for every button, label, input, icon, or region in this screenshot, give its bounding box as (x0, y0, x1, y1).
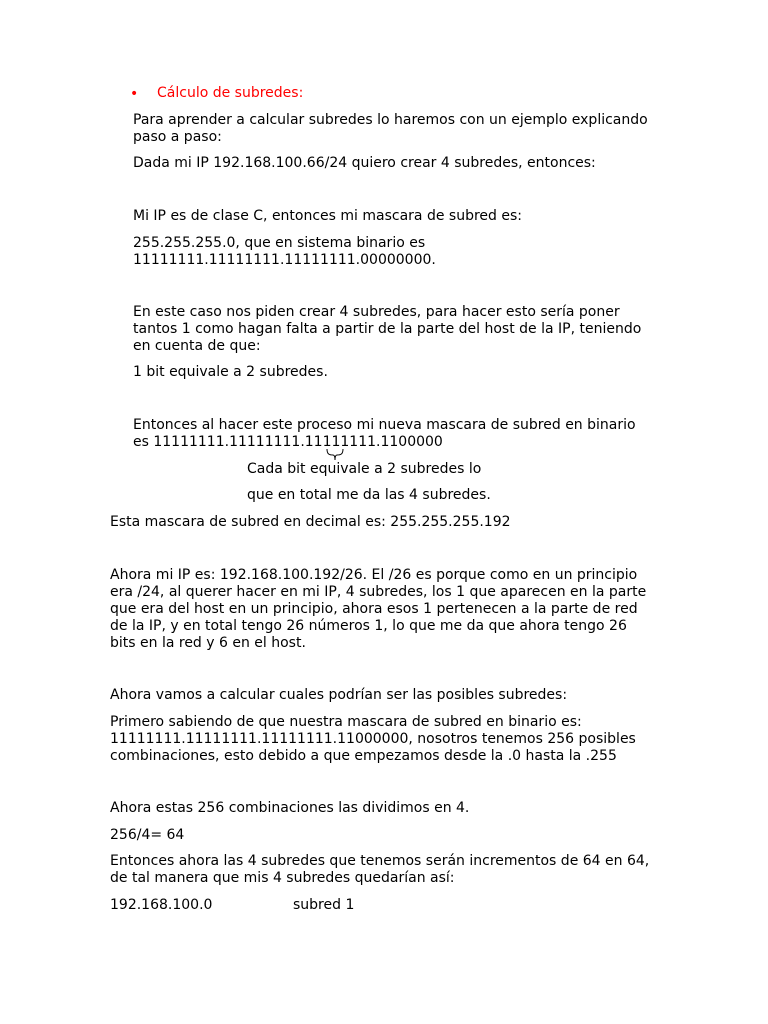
mask-line-1: 255.255.255.0, que en sistema binario es (133, 235, 426, 251)
first-line-2: 11111111.11111111.11111111.11000000, nosotros tenemos 256 posibles (110, 731, 636, 747)
calc-intro-line: Ahora vamos a calcular cuales podrían ser las posibles subredes: (110, 687, 568, 703)
intro-line-1: Para aprender a calcular subredes lo haremos con un ejemplo explicando (133, 112, 648, 128)
decimal-mask-line: Esta mascara de subred en decimal es: 255.255.255.192 (110, 514, 511, 530)
subnet-address: 192.168.100.0 (110, 897, 213, 913)
mask-line-2: 11111111.11111111.11111111.00000000. (133, 252, 436, 268)
increments-line-2: de tal manera que mis 4 subredes quedarían así: (110, 870, 455, 886)
now-ip-line-1: Ahora mi IP es: 192.168.100.192/26. El /26 es porque como en un principio (110, 567, 638, 583)
bullet-point: • (130, 86, 139, 102)
first-line-1: Primero sabiendo de que nuestra mascara de subred en binario es: (110, 714, 582, 730)
now-ip-line-3: que era del host en un principio, ahora esos 1 pertenecen a la parte de red (110, 601, 638, 617)
first-line-3: combinaciones, esto debido a que empezamos desde la .0 hasta la .255 (110, 748, 617, 764)
given-ip-line: Dada mi IP 192.168.100.66/24 quiero crear 4 subredes, entonces: (133, 155, 596, 171)
case-line-1: En este caso nos piden crear 4 subredes, para hacer esto sería poner (133, 304, 620, 320)
now-ip-line-5: bits en la red y 6 en el host. (110, 635, 306, 651)
intro-line-2: paso a paso: (133, 129, 222, 145)
section-heading: Cálculo de subredes: (157, 85, 304, 101)
new-mask-line-1: Entonces al hacer este proceso mi nueva mascara de subred en binario (133, 417, 636, 433)
increments-line-1: Entonces ahora las 4 subredes que tenemos serán incrementos de 64 en 64, (110, 853, 650, 869)
subnet-label: subred 1 (293, 897, 355, 913)
new-mask-line-2: es 11111111.11111111.11111111.1100000 (133, 434, 443, 450)
division-line: 256/4= 64 (110, 827, 185, 843)
now-ip-line-4: de la IP, y en total tengo 26 números 1, lo que me da que ahora tengo 26 (110, 618, 627, 634)
case-line-3: en cuenta de que: (133, 338, 261, 354)
now-ip-line-2: era /24, al querer hacer en mi IP, 4 subredes, los 1 que aparecen en la parte (110, 584, 647, 600)
case-line-2: tantos 1 como hagan falta a partir de la parte del host de la IP, teniendo (133, 321, 642, 337)
bit-rule-line: 1 bit equivale a 2 subredes. (133, 364, 328, 380)
class-c-line: Mi IP es de clase C, entonces mi mascara de subred es: (133, 208, 522, 224)
note-line-2: que en total me da las 4 subredes. (247, 487, 491, 503)
divide-line: Ahora estas 256 combinaciones las dividimos en 4. (110, 800, 470, 816)
note-line-1: Cada bit equivale a 2 subredes lo (247, 461, 482, 477)
